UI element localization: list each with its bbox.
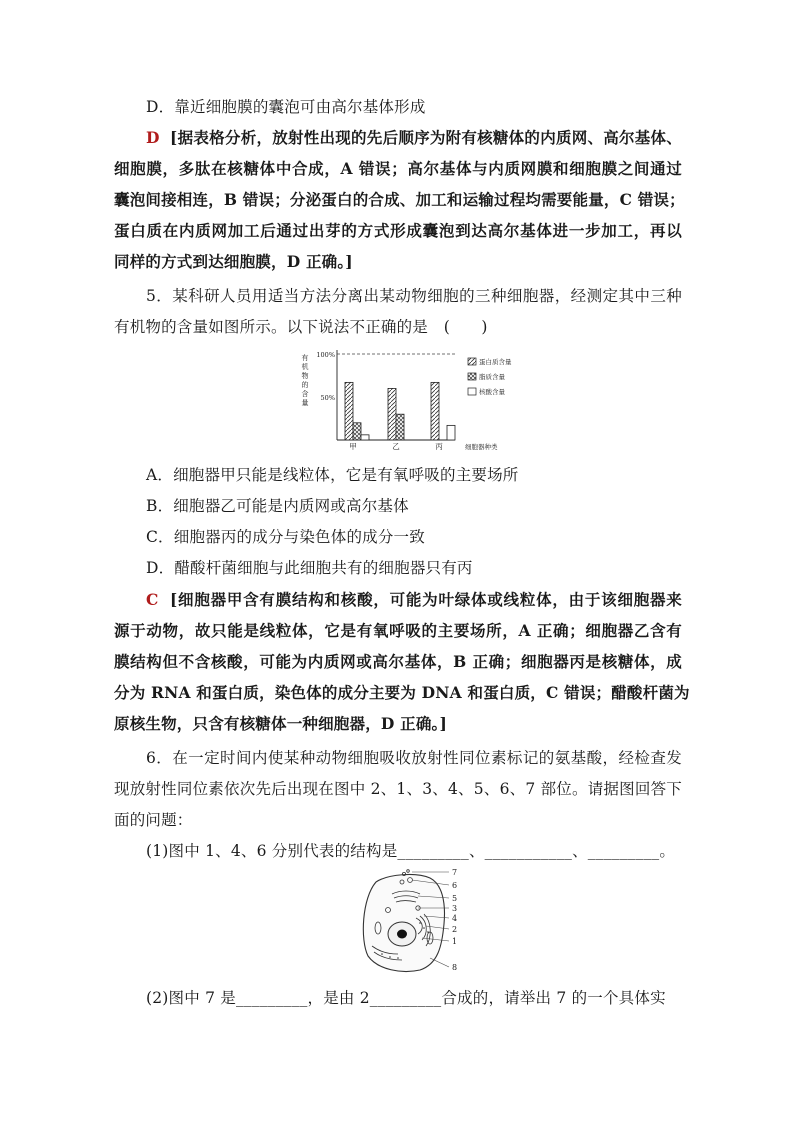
cell-label-7: 7 bbox=[452, 868, 458, 877]
q4-explanation-line-5: 同样的方式到达细胞膜，D 正确。] bbox=[114, 252, 353, 271]
q6-stem-line-2: 现放射性同位素依次先后出现在图中 2、1、3、4、5、6、7 部位。请据图回答下 bbox=[114, 780, 682, 798]
bar-乙-0 bbox=[388, 388, 396, 440]
bar-甲-1 bbox=[353, 423, 361, 440]
q5-stem-line-1: 5．某科研人员用适当方法分离出某动物细胞的三种细胞器，经测定其中三种 bbox=[146, 287, 682, 305]
q5-explanation-line-2: 源于动物，故只能是线粒体，它是有氧呼吸的主要场所，A 正确；细胞器乙含有 bbox=[114, 621, 682, 640]
animal-cell-diagram bbox=[358, 868, 468, 976]
q4-answer-letter: D bbox=[146, 128, 160, 147]
legend-label-2: 核酸含量 bbox=[479, 388, 505, 396]
legend-swatch-1 bbox=[468, 373, 476, 380]
x-axis-label: 细胞器种类 bbox=[465, 443, 498, 451]
q5-explanation-line-3: 膜结构但不含核酸，可能为内质网或高尔基体，B 正确；细胞器丙是核糖体，成 bbox=[114, 652, 682, 671]
q5-explanation-line-4: 分为 RNA 和蛋白质，染色体的成分主要为 DNA 和蛋白质，C 错误；醋酸杆菌为 bbox=[114, 683, 690, 702]
q6-stem-line-3: 面的问题： bbox=[114, 811, 193, 829]
q5-option-a: A．细胞器甲只能是线粒体，它是有氧呼吸的主要场所 bbox=[146, 466, 519, 484]
q5-answer-letter: C bbox=[146, 590, 159, 609]
bar-甲-0 bbox=[345, 382, 353, 440]
q4-explanation-line-2: 细胞膜，多肽在核糖体中合成，A 错误；高尔基体与内质网膜和细胞膜之间通过 bbox=[114, 159, 682, 178]
y-tick-100: 100% bbox=[316, 351, 335, 359]
q6-stem-line-1: 6．在一定时间内使某种动物细胞吸收放射性同位素标记的氨基酸，经检查发 bbox=[146, 749, 682, 767]
x-tick-甲: 甲 bbox=[349, 442, 357, 451]
bar-丙-2 bbox=[447, 425, 455, 440]
legend-label-1: 脂质含量 bbox=[479, 373, 505, 381]
organelle-content-bar-chart bbox=[295, 346, 535, 458]
q4-explanation-line-4: 蛋白质在内质网加工后通过出芽的方式形成囊泡到达高尔基体进一步加工，再以 bbox=[114, 221, 682, 240]
q4-explanation-line-3: 囊泡间接相连，B 错误；分泌蛋白的合成、加工和运输过程均需要能量，C 错误； bbox=[114, 190, 685, 209]
y-axis-label-char: 机 bbox=[301, 363, 309, 371]
q6-subquestion-2: (2)图中 7 是_________，是由 2_________合成的，请举出 7 的一个具体实 bbox=[146, 989, 666, 1007]
q6-subquestion-1: (1)图中 1、4、6 分别代表的结构是_________、___________、_________。 bbox=[146, 842, 676, 860]
y-tick-50: 50% bbox=[320, 394, 335, 402]
bar-丙-0 bbox=[431, 382, 439, 440]
cell-label-4: 4 bbox=[452, 914, 458, 923]
legend-swatch-2 bbox=[468, 388, 476, 395]
q5-option-b: B．细胞器乙可能是内质网或高尔基体 bbox=[146, 497, 409, 515]
legend-label-0: 蛋白质含量 bbox=[479, 358, 512, 366]
cell-label-6: 6 bbox=[452, 881, 458, 890]
x-tick-丙: 丙 bbox=[435, 442, 443, 451]
y-axis-label-char: 含 bbox=[301, 390, 309, 398]
q4-explanation-line-1: D [据表格分析，放射性出现的先后顺序为附有核糖体的内质网、高尔基体、 bbox=[146, 128, 682, 147]
bar-乙-1 bbox=[396, 414, 404, 440]
q4-option-d: D．靠近细胞膜的囊泡可由高尔基体形成 bbox=[146, 98, 426, 116]
x-tick-乙: 乙 bbox=[392, 442, 400, 451]
q5-option-d: D．醋酸杆菌细胞与此细胞共有的细胞器只有丙 bbox=[146, 559, 473, 577]
cell-label-8: 8 bbox=[452, 963, 458, 972]
q5-stem-line-2: 有机物的含量如图所示。以下说法不正确的是 ( ) bbox=[114, 318, 488, 336]
bar-甲-2 bbox=[361, 435, 369, 440]
legend-swatch-0 bbox=[468, 358, 476, 365]
q5-explanation-line-5: 原核生物，只含有核糖体一种细胞器，D 正确。] bbox=[114, 714, 448, 733]
cell-label-5: 5 bbox=[452, 894, 458, 903]
q5-explanation-line-1: C [细胞器甲含有膜结构和核酸，可能为叶绿体或线粒体，由于该细胞器来 bbox=[146, 590, 682, 609]
y-axis-label-char: 有 bbox=[301, 354, 309, 362]
q5-option-c: C．细胞器丙的成分与染色体的成分一致 bbox=[146, 528, 425, 546]
y-axis-label bbox=[302, 353, 309, 407]
y-axis-label-char: 量 bbox=[301, 399, 309, 407]
cell-label-3: 3 bbox=[452, 904, 458, 913]
chart-legend bbox=[468, 357, 512, 396]
cell-label-1: 1 bbox=[452, 937, 458, 946]
y-axis-label-char: 物 bbox=[301, 372, 309, 380]
y-axis-label-char: 的 bbox=[301, 381, 309, 389]
cell-label-2: 2 bbox=[452, 925, 458, 934]
